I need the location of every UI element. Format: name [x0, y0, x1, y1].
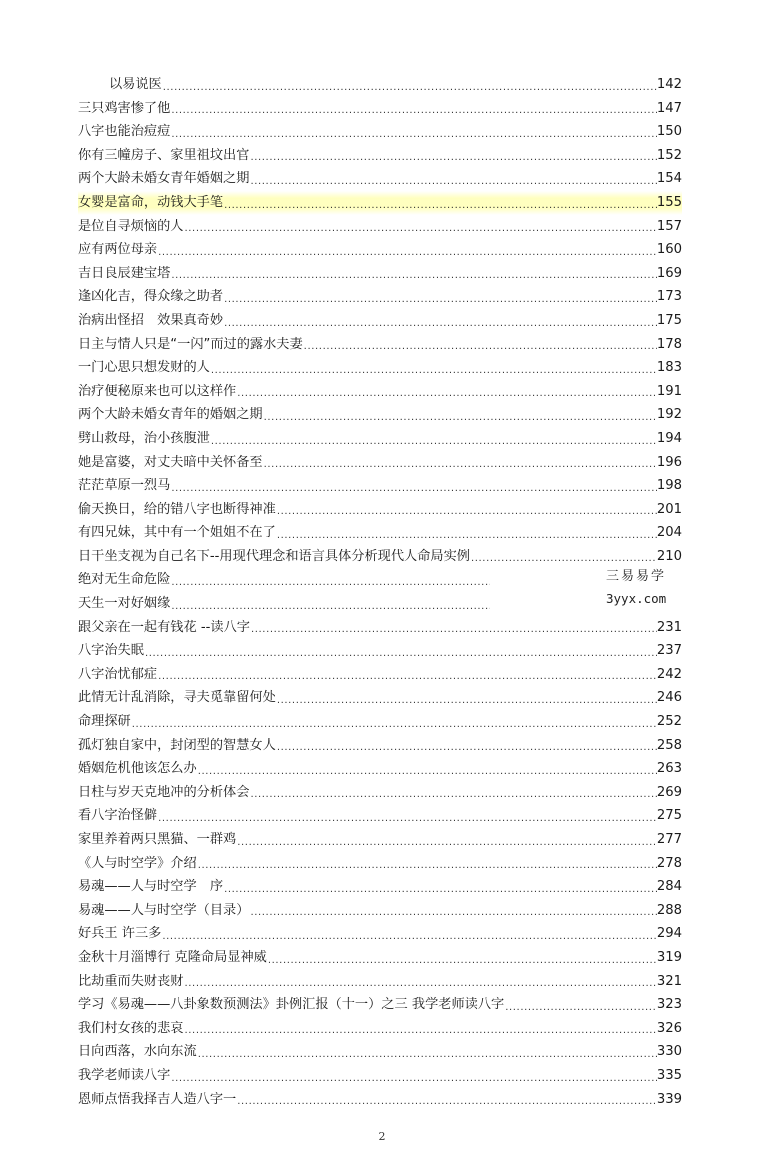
toc-entry-title: 家里养着两只黑猫、一群鸡: [78, 832, 237, 847]
toc-leader-dots: [504, 999, 657, 1017]
toc-entry[interactable]: [78, 380, 682, 404]
toc-entry-title: 三只鸡害惨了他: [78, 100, 171, 116]
toc-entry-title: 比劫重而失财丧财: [78, 973, 184, 989]
toc-entry-page: 335: [656, 1067, 682, 1083]
toc-entry-page: 191: [656, 383, 682, 399]
toc-entry-page: 147: [656, 100, 682, 116]
toc-entry-title: 金秋十月淄博行 克隆命局显神威: [78, 949, 267, 965]
toc-entry[interactable]: [78, 781, 682, 805]
toc-entry-page: 142: [656, 77, 682, 92]
toc-leader-dots: [263, 456, 657, 474]
toc-entry-page: 198: [656, 478, 682, 494]
toc-entry-page: 194: [656, 430, 682, 446]
toc-entry[interactable]: [78, 946, 682, 970]
toc-entry-page: 169: [656, 265, 682, 281]
toc-leader-dots: [161, 928, 657, 946]
toc-leader-dots: [236, 834, 657, 852]
toc-entry-title: 《人与时空学》介绍: [78, 855, 197, 871]
toc-entry[interactable]: [78, 686, 682, 710]
toc-entry[interactable]: [78, 144, 682, 168]
toc-entry[interactable]: [78, 1040, 682, 1064]
toc-entry[interactable]: [78, 521, 682, 545]
toc-leader-dots: [131, 716, 657, 734]
toc-entry-title: 此情无计乱消除，寻夫觅靠留何处: [78, 690, 276, 706]
toc-entry-page: 339: [656, 1091, 682, 1107]
toc-entry-title: 有四兄妹，其中有一个姐姐不在了: [78, 525, 276, 541]
toc-entry-title: 易魂——人与时空学（目录）: [78, 902, 250, 918]
toc-entry-page: 319: [656, 949, 682, 965]
toc-leader-dots: [144, 645, 657, 663]
page-number: 2: [378, 1130, 386, 1143]
toc-leader-dots: [303, 338, 657, 356]
toc-entry[interactable]: [78, 993, 682, 1017]
toc-leader-dots: [223, 315, 657, 333]
toc-entry-title: 日干坐支视为自己名下--用现代理念和语言具体分析现代人命局实例: [78, 548, 470, 564]
toc-entry-page: 323: [656, 997, 682, 1013]
toc-leader-dots: [197, 763, 657, 781]
toc-entry[interactable]: [78, 710, 682, 734]
toc-entry[interactable]: [78, 663, 682, 687]
toc-entry-title: 治病出怪招 效果真奇妙: [78, 312, 224, 328]
toc-entry[interactable]: [78, 97, 682, 121]
toc-entry[interactable]: [78, 451, 682, 475]
toc-entry-title: 看八字治怪僻: [78, 808, 158, 824]
toc-entry-title: 日柱与岁天克地冲的分析体会: [78, 784, 250, 800]
toc-entry-page: 263: [656, 761, 682, 777]
toc-entry-title: 逢凶化吉，得众缘之助者: [78, 289, 224, 305]
toc-entry[interactable]: [78, 1017, 682, 1041]
toc-leader-dots: [276, 692, 657, 710]
toc-entry-page: 175: [656, 312, 682, 328]
toc-entry-page: 210: [656, 548, 682, 564]
toc-entry[interactable]: [78, 592, 682, 616]
toc-entry-page: 258: [656, 737, 682, 753]
toc-entry-page: 278: [656, 855, 682, 871]
toc-entry-page: 196: [656, 454, 682, 470]
toc-leader-dots: [170, 267, 657, 285]
toc-entry-page: 231: [656, 619, 682, 635]
toc-entry[interactable]: [78, 1088, 682, 1112]
toc-entry-title: 我们村女孩的悲哀: [78, 1020, 184, 1036]
toc-entry[interactable]: [78, 804, 682, 828]
toc-entry[interactable]: [78, 1064, 682, 1088]
toc-entry-title: 日向西落，水向东流: [78, 1044, 197, 1060]
toc-entry-page: 326: [656, 1020, 682, 1036]
toc-leader-dots: [162, 79, 657, 97]
toc-entry-page: 294: [656, 926, 682, 942]
toc-entry[interactable]: [78, 167, 682, 191]
toc-entry-title: 命理探研: [78, 714, 131, 730]
toc-entry[interactable]: [78, 568, 682, 592]
toc-entry[interactable]: [78, 474, 682, 498]
toc-leader-dots: [170, 1070, 657, 1088]
toc-leader-dots: [197, 857, 657, 875]
toc-entry-title: 偷天换日，给的错八字也断得神准: [78, 501, 276, 517]
watermark: [606, 566, 666, 610]
toc-entry[interactable]: [78, 828, 682, 852]
toc-entry-title: 治疗便秘原来也可以这样作: [78, 383, 237, 399]
toc-entry-title: 茫茫草原一烈马: [78, 478, 171, 494]
toc-entry-title: 你有三幢房子、家里祖坟出官: [78, 147, 250, 163]
toc-entry-page: 246: [656, 690, 682, 706]
toc-entry-title: 八字治忧郁症: [78, 666, 158, 682]
toc-leader-dots: [170, 598, 490, 616]
toc-leader-dots: [249, 173, 656, 191]
toc-leader-dots: [170, 102, 657, 120]
toc-leader-dots: [236, 385, 657, 403]
toc-entry[interactable]: [78, 639, 682, 663]
toc-leader-dots: [184, 220, 657, 238]
toc-entry[interactable]: [78, 545, 682, 569]
toc-entry-page: 277: [656, 832, 682, 847]
toc-entry[interactable]: [78, 852, 682, 876]
toc-entry-title: 一门心思只想发财的人: [78, 360, 210, 376]
toc-leader-dots: [276, 527, 657, 545]
toc-leader-dots: [249, 786, 656, 804]
toc-entry-title: 易魂——人与时空学 序: [78, 879, 224, 895]
toc-entry-page: 321: [656, 973, 682, 989]
toc-entry-title: 两个大龄未婚女青年的婚姻之期: [78, 407, 263, 423]
toc-entry[interactable]: [78, 498, 682, 522]
toc-leader-dots: [184, 1022, 657, 1040]
toc-leader-dots: [157, 244, 657, 262]
toc-entry[interactable]: [78, 120, 682, 144]
watermark-line-2: 3yyx.com: [606, 591, 667, 606]
toc-entry-page: 173: [656, 289, 682, 305]
toc-leader-dots: [157, 668, 657, 686]
toc-entry[interactable]: [78, 616, 682, 640]
toc-leader-dots: [249, 904, 656, 922]
toc-entry[interactable]: [78, 285, 682, 309]
toc-entry-title: 八字也能治痘痘: [78, 124, 171, 140]
table-of-contents: [78, 73, 682, 1111]
toc-entry[interactable]: [78, 427, 682, 451]
toc-entry-title: 恩师点悟我择吉人造八字一: [78, 1091, 237, 1107]
toc-leader-dots: [276, 503, 657, 521]
toc-entry-title: 是位自寻烦恼的人: [78, 218, 184, 234]
toc-entry[interactable]: [78, 215, 682, 239]
toc-leader-dots: [223, 197, 657, 215]
toc-leader-dots: [263, 409, 657, 427]
toc-leader-dots: [223, 881, 657, 899]
toc-entry-page: 204: [656, 525, 682, 541]
toc-entry-title: 婚姻危机他该怎么办: [78, 761, 197, 777]
toc-entry-title: 吉日良辰建宝塔: [78, 265, 171, 281]
toc-entry[interactable]: [78, 333, 682, 357]
toc-entry-page: 269: [656, 784, 682, 800]
toc-entry-page: 155: [656, 194, 682, 210]
toc-leader-dots: [170, 574, 490, 592]
toc-leader-dots: [184, 975, 657, 993]
toc-entry[interactable]: [78, 309, 682, 333]
toc-entry-title: 学习《易魂——八卦象数预测法》卦例汇报（十一）之三 我学老师读八字: [78, 997, 505, 1013]
toc-leader-dots: [197, 1046, 657, 1064]
toc-entry[interactable]: [78, 875, 682, 899]
toc-leader-dots: [170, 480, 657, 498]
watermark-line-1: 三易易学: [606, 569, 667, 584]
toc-entry-title: 八字治失眠: [78, 643, 144, 659]
toc-entry-page: 192: [656, 407, 682, 423]
toc-entry[interactable]: [78, 899, 682, 923]
toc-leader-dots: [157, 810, 657, 828]
toc-entry[interactable]: [78, 73, 682, 97]
toc-entry-page: 275: [656, 808, 682, 824]
toc-entry-title: 以易说医: [109, 77, 162, 92]
toc-entry[interactable]: [78, 970, 682, 994]
toc-leader-dots: [210, 433, 657, 451]
toc-entry-title: 孤灯独自家中，封闭型的智慧女人: [78, 737, 276, 753]
toc-entry-page: 150: [656, 124, 682, 140]
toc-entry-title: 两个大龄未婚女青年婚姻之期: [78, 171, 250, 187]
toc-entry-title: 日主与情人只是“一闪”而过的露水夫妻: [78, 336, 303, 352]
toc-entry-page: 178: [656, 336, 682, 352]
toc-entry-title: 劈山救母，治小孩腹泄: [78, 430, 210, 446]
toc-entry[interactable]: [78, 238, 682, 262]
toc-entry[interactable]: [78, 356, 682, 380]
toc-entry-page: 160: [656, 242, 682, 258]
toc-entry-title: 她是富婆，对丈夫暗中关怀备至: [78, 454, 263, 470]
toc-entry-page: 288: [656, 902, 682, 918]
toc-entry-page: 183: [656, 360, 682, 376]
toc-entry-title: 应有两位母亲: [78, 242, 158, 258]
toc-leader-dots: [210, 362, 657, 380]
toc-entry-page: 284: [656, 879, 682, 895]
toc-entry-title: 跟父亲在一起有钱花 --读八字: [78, 619, 250, 635]
toc-entry[interactable]: [78, 262, 682, 286]
toc-entry-page: 242: [656, 666, 682, 682]
toc-entry[interactable]: [78, 403, 682, 427]
toc-entry[interactable]: [78, 757, 682, 781]
toc-entry-title: 好兵王 许三多: [78, 926, 162, 942]
toc-leader-dots: [250, 621, 657, 639]
toc-entry-page: 201: [656, 501, 682, 517]
toc-entry-title: 女婴是富命，动钱大手笔: [78, 194, 224, 210]
toc-entry[interactable]: [78, 734, 682, 758]
toc-leader-dots: [267, 952, 657, 970]
toc-leader-dots: [276, 739, 657, 757]
toc-entry-page: 252: [656, 714, 682, 730]
toc-entry-page: 330: [656, 1044, 682, 1060]
toc-entry-page: 157: [656, 218, 682, 234]
toc-leader-dots: [223, 291, 657, 309]
toc-leader-dots: [236, 1093, 657, 1111]
toc-entry-page: 154: [656, 171, 682, 187]
toc-entry[interactable]: [78, 191, 682, 215]
toc-entry[interactable]: [78, 922, 682, 946]
toc-leader-dots: [249, 149, 656, 167]
toc-entry-title: 我学老师读八字: [78, 1067, 171, 1083]
toc-entry-title: 天生一对好姻缘: [78, 596, 171, 612]
toc-entry-page: 237: [656, 643, 682, 659]
toc-entry-page: 152: [656, 147, 682, 163]
toc-leader-dots: [170, 126, 657, 144]
toc-entry-title: 绝对无生命危险: [78, 572, 171, 588]
